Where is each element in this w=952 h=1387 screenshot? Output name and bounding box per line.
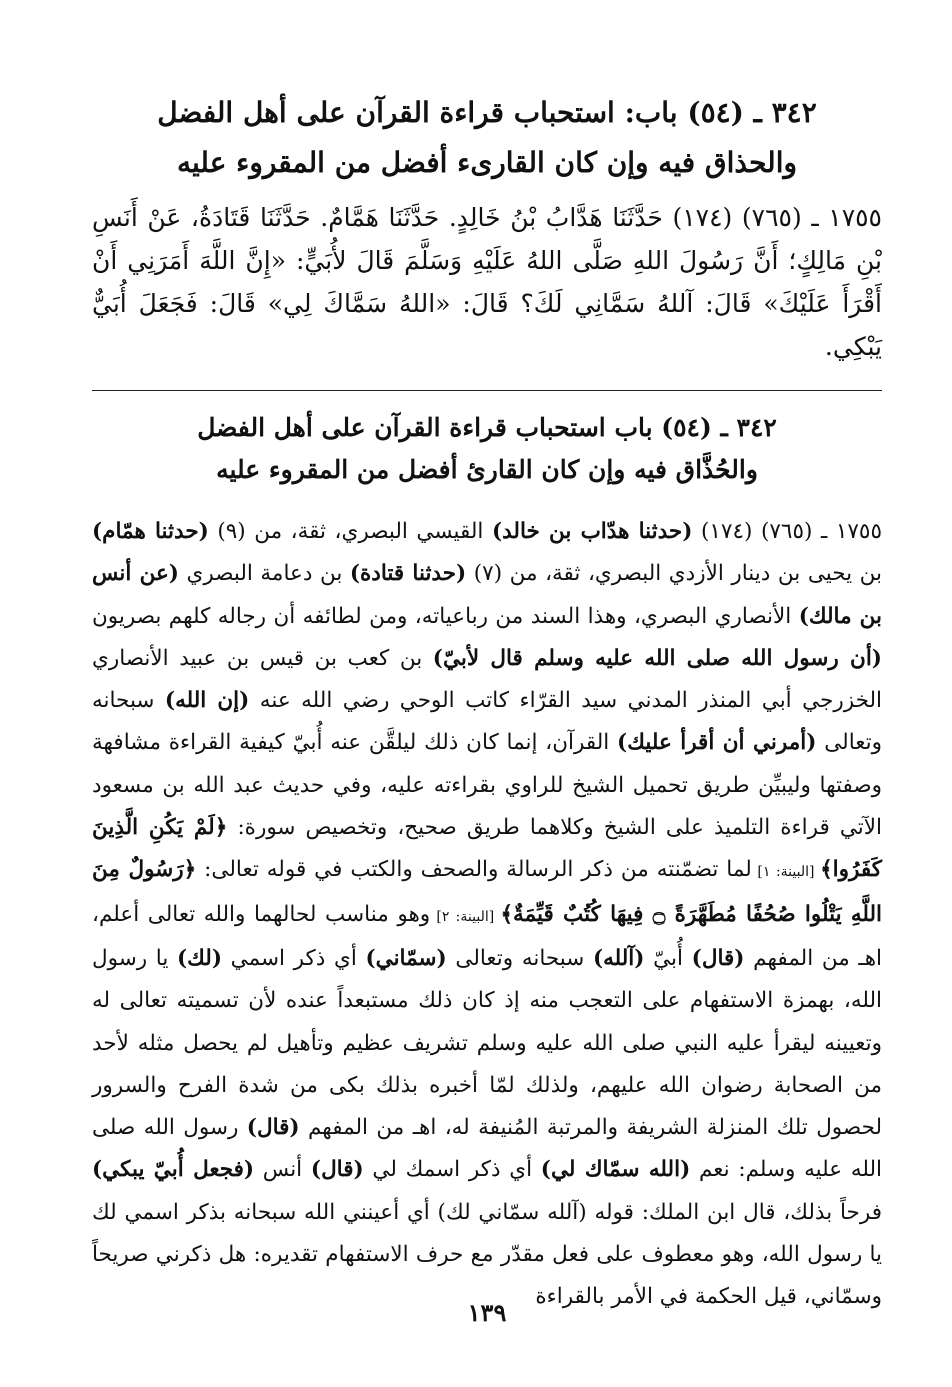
- commentary-segment: وهو مناسب لحالهما والله تعالى أعلم، اهـ من المفهم: [92, 901, 883, 971]
- chapter-title-line1: ٣٤٢ ـ (٥٤) باب: استحباب قراءة القرآن على أهل الفضل: [157, 96, 817, 129]
- verse-reference: [البينة: ٢]: [430, 908, 501, 925]
- chapter-title-line2: والحذاق فيه وإن كان القارىء أفضل من المقروء عليه: [176, 146, 798, 179]
- narrator-highlight: (حدثنا قتادة): [349, 561, 467, 587]
- commentary-segment: لما تضمّنته من ذكر الرسالة والصحف والكتب في قوله تعالى:: [196, 857, 752, 883]
- hadith-text: ١٧٥٥ ـ (٧٦٥) (١٧٤) حَدَّثَنَا هَدَّابُ بْنُ خَالِدٍ. حَدَّثَنَا هَمَّامٌ. حَدَّثَنَا قَتَادَةُ، عَنْ أَنَسِ بْنِ مَالِكٍ؛ أَنَّ رَسُولَ اللهِ صَلَّى اللهُ عَلَيْهِ وَسَلَّمَ قَالَ لأُبَيٍّ: «إِنَّ اللَّهَ أَمَرَنِي أَنْ أَقْرَأَ عَلَيْكَ» قَالَ: آللهُ سَمَّانِي لَكَ؟ قَالَ: «اللهُ سَمَّاكَ لِي» قَالَ: فَجَعَلَ أُبَيٌّ يَبْكِي.: [92, 203, 882, 361]
- narrator-highlight: (حدثنا همّام): [92, 519, 209, 544]
- commentary-segment: أي ذكر اسمك لي: [363, 1157, 541, 1183]
- matn-highlight: (لك): [177, 945, 223, 971]
- commentary-heading-line2: والحُذَّاق فيه وإن كان القارئ أفضل من المقروء عليه: [216, 455, 758, 484]
- commentary-heading-line1: ٣٤٢ ـ (٥٤) باب استحباب قراءة القرآن على أهل الفضل: [197, 413, 777, 442]
- matn-highlight: (أن رسول الله صلى الله عليه وسلم قال لأبيّ): [432, 645, 882, 671]
- narrator-highlight: (عن أنس بن مالك): [92, 561, 882, 629]
- commentary-segment: أي ذكر اسمي: [222, 945, 366, 971]
- commentary-segment: بن يحيى بن دينار الأزدي البصري، ثقة، من (٧): [466, 561, 882, 587]
- commentary-text: [92, 511, 882, 1319]
- quran-verse: ﴿لَمْ يَكُنِ الَّذِينَ كَفَرُوا﴾: [92, 815, 882, 883]
- narrator-highlight: (حدثنا هدّاب بن خالد): [491, 519, 693, 544]
- matn-highlight: (قال): [691, 945, 745, 971]
- commentary-segment: فرحاً بذلك، قال ابن الملك: قوله (آلله سمّاني لك) أي أعينني الله سبحانه بذكر اسمي لك يا رسول الله، وهو معطوف على فعل مقدّر مع حرف الاستفهام تقديره: هل ذكرني صريحاً وسمّاني، قيل الحكمة في الأمر بالقراءة: [92, 1199, 882, 1310]
- matn-highlight: (سمّاني): [365, 945, 447, 971]
- matn-highlight: (قال): [310, 1157, 364, 1183]
- book-page: [92, 88, 882, 1358]
- matn-highlight: (قال): [246, 1115, 300, 1141]
- section-divider: [92, 390, 882, 391]
- commentary-segment: أُبيّ: [644, 945, 692, 971]
- commentary-segment: سبحانه وتعالى: [92, 688, 882, 756]
- verse-reference: [البينة: ١]: [751, 864, 821, 881]
- commentary-segment: سبحانه وتعالى: [446, 945, 593, 971]
- matn-highlight: (فجعل أُبيّ يبكي): [92, 1157, 255, 1183]
- matn-highlight: (إن الله): [164, 688, 250, 714]
- matn-highlight: (آلله): [592, 945, 645, 971]
- commentary-segment: القيسي البصري، ثقة، من (٩): [208, 519, 492, 544]
- commentary-segment: ١٧٥٥ ـ (٧٦٥) (١٧٤): [692, 519, 883, 544]
- commentary-segment: يا رسول الله، بهمزة الاستفهام على التعجب منه إذ كان ذلك مستبعداً عنده لأن تسميته تعالى له وتعيينه ليقرأ عليه النبي صلى الله عليه وسلم تشريف عظيم وتأهيل لم يحصل مثله لأحد من الصحابة رضوان الله عليهم، ولذلك لمّا أخبره بذلك بكى من شدة الفرح والسرور لحصول تلك المنزلة الشريفة والمرتبة المُنيفة له، اهـ من المفهم: [92, 945, 882, 1141]
- commentary-segment: أنس: [254, 1157, 311, 1183]
- commentary-segment: رسول الله صلى الله عليه وسلم: نعم: [92, 1115, 883, 1183]
- matn-highlight: (الله سمّاك لي): [540, 1157, 691, 1183]
- commentary-segment: بن دعامة البصري: [178, 561, 350, 587]
- commentary-heading: [92, 407, 882, 491]
- chapter-title: [92, 88, 882, 188]
- matn-highlight: (أمرني أن أقرأ عليك): [617, 730, 817, 756]
- quran-verse: ﴿رَسُولٌ مِنَ اللَّهِ يَتْلُوا صُحُفًا مُطَهَّرَةً ۝ فِيهَا كُتُبٌ قَيِّمَةٌ﴾: [92, 857, 883, 927]
- page-number: ١٣٩: [467, 1298, 507, 1327]
- commentary-segment: القرآن، إنما كان ذلك ليلقَّن عنه أُبيّ كيفية القراءة مشافهة وصفتها وليبيِّن طريق تحميل الشيخ للراوي بقراءته عليه، وفي حديث عبد الله بن مسعود الآتي قراءة التلميذ على الشيخ وكلاهما طريق صحيح، وتخصيص سورة:: [92, 730, 883, 841]
- commentary-segment: بن كعب بن قيس بن عبيد الأنصاري الخزرجي أبي المنذر المدني سيد القرّاء كاتب الوحي رضي الله عنه: [92, 645, 882, 714]
- commentary-segment: الأنصاري البصري، وهذا السند من رباعياته، ومن لطائفه أن رجاله كلهم بصريون: [92, 603, 799, 629]
